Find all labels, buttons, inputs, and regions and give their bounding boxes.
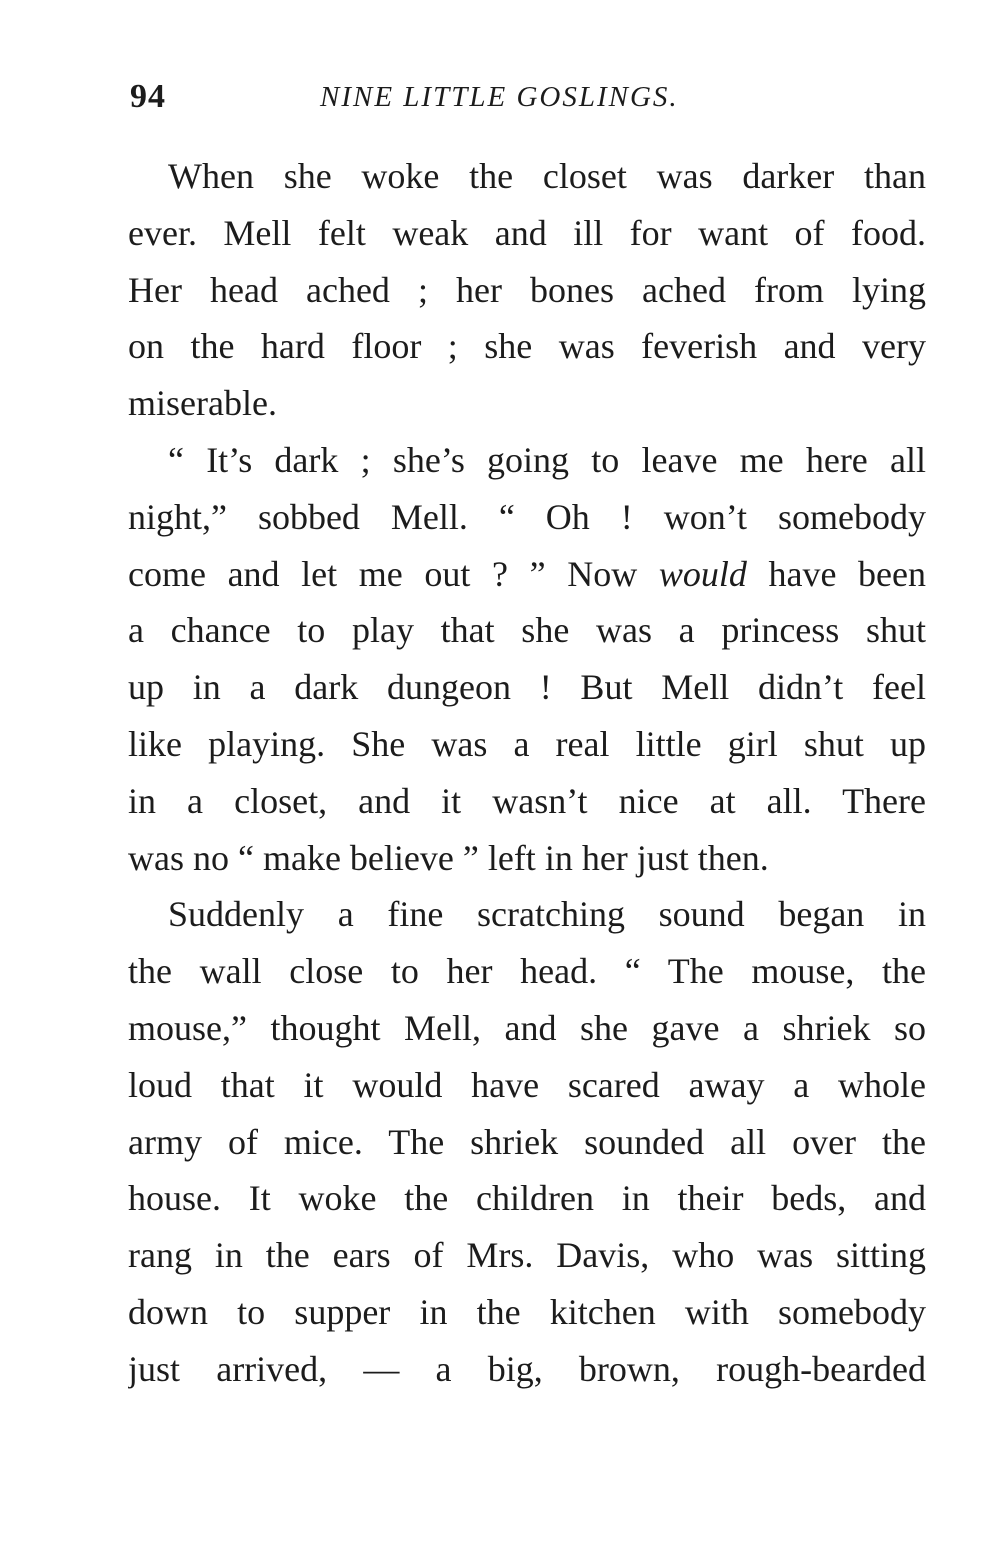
text-segment: have been [768, 553, 926, 594]
italic-word: would [658, 553, 747, 594]
text-line: down to supper in the kitchen with somebody [128, 1291, 926, 1332]
text-line: “ It’s dark ; she’s going to leave me here all [168, 439, 926, 480]
text-line: miserable. [128, 383, 277, 424]
text-line: in a closet, and it wasn’t nice at all. There [128, 780, 926, 821]
text-line: rang in the ears of Mrs. Davis, who was sitting [128, 1235, 926, 1276]
text-line: army of mice. The shriek sounded all over the [128, 1121, 926, 1162]
text-line: on the hard floor ; she was feverish and very [128, 326, 926, 367]
text-line: just arrived, — a big, brown, rough-bearded [128, 1348, 926, 1389]
text-line: loud that it would have scared away a whole [128, 1064, 926, 1105]
running-title: NINE LITTLE GOSLINGS. [320, 81, 679, 113]
page-header [130, 72, 930, 122]
text-line: ever. Mell felt weak and ill for want of food. [128, 212, 926, 253]
text-line-with-italic [128, 546, 926, 603]
text-line: a chance to play that she was a princess shut [128, 610, 926, 651]
text-line: the wall close to her head. “ The mouse, the [128, 951, 926, 992]
text-line: mouse,” thought Mell, and she gave a shriek so [128, 1007, 926, 1048]
text-line: Her head ached ; her bones ached from lying [128, 269, 926, 310]
body-text [128, 148, 926, 1398]
text-line: Suddenly a fine scratching sound began in [168, 894, 926, 935]
text-line: up in a dark dungeon ! But Mell didn’t feel [128, 667, 926, 708]
text-line: house. It woke the children in their beds, and [128, 1178, 926, 1219]
text-line: When she woke the closet was darker than [168, 156, 926, 196]
text-line: like playing. She was a real little girl shut up [128, 723, 926, 764]
text-segment: come and let me out ? ” Now [128, 553, 638, 594]
text-line: was no “ make believe ” left in her just then. [128, 837, 769, 878]
text-line: night,” sobbed Mell. “ Oh ! won’t somebody [128, 496, 926, 537]
page-number: 94 [130, 78, 166, 115]
